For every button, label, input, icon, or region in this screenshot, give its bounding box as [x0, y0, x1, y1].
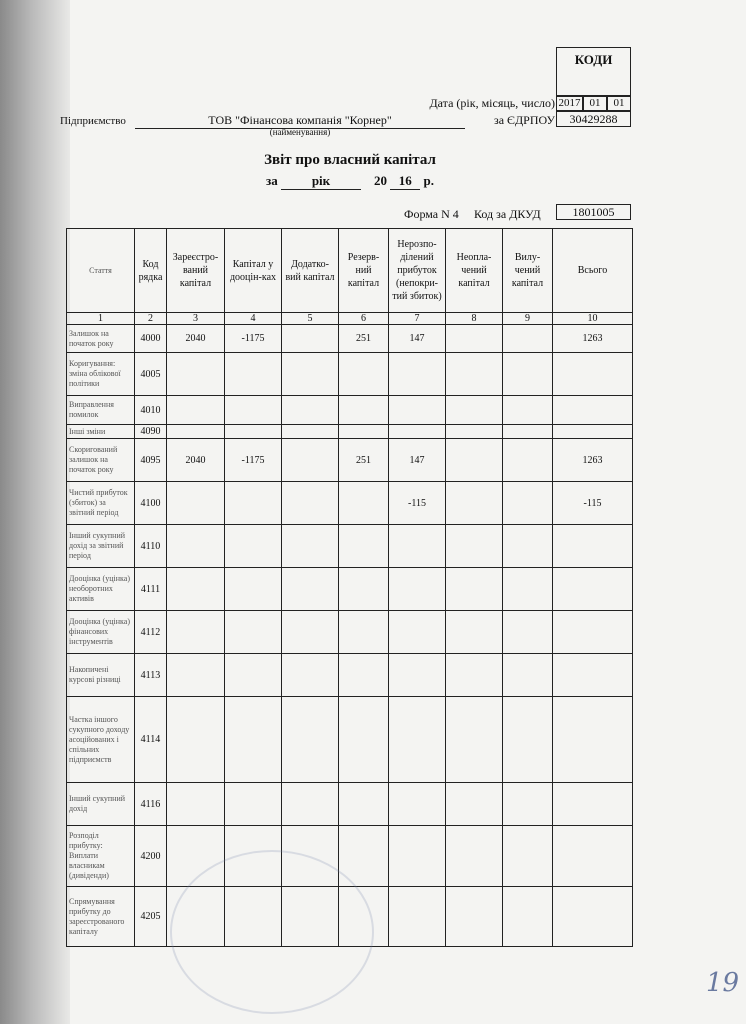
column-header: Вилу-чений капітал [503, 229, 553, 313]
table-row [67, 353, 633, 396]
value-cell [446, 783, 503, 826]
column-header: Неопла-чений капітал [446, 229, 503, 313]
value-cell [339, 396, 389, 425]
row-code-cell: 4205 [135, 887, 167, 947]
table-row [67, 396, 633, 425]
row-name-cell: Залишок на початок року [67, 325, 135, 353]
column-header: Нерозпо-ділений прибуток (непокри-тий збиток) [389, 229, 446, 313]
form-label: Форма N 4 [404, 207, 459, 221]
row-name-cell: Частка іншого сукупного доходу асоційованих і спільних підприємств [67, 697, 135, 783]
value-cell [282, 396, 339, 425]
column-number: 7 [389, 313, 446, 325]
row-name-cell: Дооцінка (уцінка) фінансових інструментів [67, 611, 135, 654]
value-cell [553, 887, 633, 947]
value-cell: -115 [389, 482, 446, 525]
value-cell [225, 611, 282, 654]
value-cell [389, 783, 446, 826]
value-cell [225, 697, 282, 783]
value-cell [503, 425, 553, 439]
value-cell [446, 482, 503, 525]
value-cell [553, 826, 633, 887]
value-cell [225, 396, 282, 425]
value-cell [446, 887, 503, 947]
value-cell [225, 783, 282, 826]
report-title: Звіт про власний капітал [264, 152, 436, 168]
value-cell [167, 568, 225, 611]
value-cell [503, 654, 553, 697]
row-name-cell: Розподіл прибутку: Виплати власникам (дивіденди) [67, 826, 135, 887]
value-cell [446, 396, 503, 425]
value-cell [225, 353, 282, 396]
value-cell [553, 697, 633, 783]
table-row [67, 439, 633, 482]
table-row [67, 325, 633, 353]
value-cell: -115 [553, 482, 633, 525]
value-cell [225, 568, 282, 611]
value-cell [167, 611, 225, 654]
value-cell [167, 697, 225, 783]
column-number: 5 [282, 313, 339, 325]
row-name-cell: Накопичені курсові різниці [67, 654, 135, 697]
table-row [67, 697, 633, 783]
column-number: 3 [167, 313, 225, 325]
row-code-cell: 4110 [135, 525, 167, 568]
value-cell [503, 482, 553, 525]
value-cell [553, 654, 633, 697]
value-cell [503, 325, 553, 353]
row-name-cell: Інший сукупний дохід [67, 783, 135, 826]
value-cell: -1175 [225, 439, 282, 482]
column-header: Код рядка [135, 229, 167, 313]
value-cell [389, 396, 446, 425]
value-cell: 251 [339, 325, 389, 353]
value-cell [167, 353, 225, 396]
value-cell [503, 697, 553, 783]
row-name-cell: Інший сукупний дохід за звітний період [67, 525, 135, 568]
table-row [67, 611, 633, 654]
value-cell [225, 525, 282, 568]
page-binding-shadow [0, 0, 70, 1024]
value-cell [503, 887, 553, 947]
value-cell [282, 325, 339, 353]
value-cell [503, 396, 553, 425]
column-number-row [67, 313, 633, 325]
value-cell [389, 826, 446, 887]
column-header: Зареєстро-ваний капітал [167, 229, 225, 313]
column-number: 6 [339, 313, 389, 325]
value-cell [446, 654, 503, 697]
value-cell [339, 525, 389, 568]
year-prefix: 20 [374, 173, 387, 188]
value-cell [446, 525, 503, 568]
codes-title: КОДИ [574, 52, 613, 67]
row-code-cell: 4100 [135, 482, 167, 525]
value-cell [446, 353, 503, 396]
page-number-handwritten: 19 [706, 968, 740, 998]
row-code-cell: 4114 [135, 697, 167, 783]
value-cell [389, 525, 446, 568]
column-number: 10 [553, 313, 633, 325]
value-cell [553, 425, 633, 439]
value-cell [389, 697, 446, 783]
row-name-cell: Виправлення помилок [67, 396, 135, 425]
row-code-cell: 4116 [135, 783, 167, 826]
value-cell [167, 396, 225, 425]
value-cell: 147 [389, 439, 446, 482]
dkud-value: 1801005 [556, 204, 631, 220]
column-number: 4 [225, 313, 282, 325]
value-cell [282, 425, 339, 439]
table-row [67, 826, 633, 887]
value-cell [389, 425, 446, 439]
row-name-cell: Спрямування прибутку до зареєстрованого капіталу [67, 887, 135, 947]
value-cell [339, 568, 389, 611]
value-cell [503, 783, 553, 826]
value-cell [282, 654, 339, 697]
value-cell [282, 568, 339, 611]
value-cell [282, 439, 339, 482]
table-row [67, 525, 633, 568]
column-header: Всього [553, 229, 633, 313]
value-cell [167, 783, 225, 826]
table-row [67, 783, 633, 826]
column-header: Додатко-вий капітал [282, 229, 339, 313]
value-cell [503, 611, 553, 654]
value-cell [446, 439, 503, 482]
row-code-cell: 4113 [135, 654, 167, 697]
row-code-cell: 4112 [135, 611, 167, 654]
row-name-cell: Чистий прибуток (збиток) за звітний період [67, 482, 135, 525]
table-row [67, 568, 633, 611]
value-cell: 2040 [167, 325, 225, 353]
value-cell: 1263 [553, 439, 633, 482]
value-cell [282, 697, 339, 783]
value-cell [282, 783, 339, 826]
value-cell [553, 353, 633, 396]
row-code-cell: 4090 [135, 425, 167, 439]
row-code-cell: 4005 [135, 353, 167, 396]
value-cell [339, 353, 389, 396]
stamp-mark [170, 850, 374, 1014]
value-cell [446, 826, 503, 887]
column-number: 8 [446, 313, 503, 325]
column-number: 9 [503, 313, 553, 325]
edrpou-label: за ЄДРПОУ [493, 113, 555, 127]
row-code-cell: 4095 [135, 439, 167, 482]
value-cell [389, 611, 446, 654]
period-prefix: за [266, 173, 278, 188]
value-cell [503, 826, 553, 887]
value-cell [553, 783, 633, 826]
row-name-cell: Коригування: зміна облікової політики [67, 353, 135, 396]
column-header: Капітал у дооцін-ках [225, 229, 282, 313]
value-cell: 147 [389, 325, 446, 353]
report-period [70, 173, 630, 190]
row-code-cell: 4000 [135, 325, 167, 353]
value-cell [503, 525, 553, 568]
value-cell [339, 611, 389, 654]
table-row [67, 482, 633, 525]
dkud-label: Код за ДКУД [474, 207, 541, 221]
value-cell [282, 525, 339, 568]
row-name-cell: Дооцінка (уцінка) необоротних активів [67, 568, 135, 611]
column-number: 1 [67, 313, 135, 325]
date-month: 01 [583, 96, 607, 111]
value-cell: 251 [339, 439, 389, 482]
edrpou-value: 30429288 [556, 111, 631, 127]
period-word: рік [281, 173, 361, 190]
value-cell: 2040 [167, 439, 225, 482]
value-cell [446, 611, 503, 654]
value-cell [339, 654, 389, 697]
org-label: Підприємство [60, 115, 126, 127]
value-cell [282, 611, 339, 654]
value-cell [389, 654, 446, 697]
value-cell [503, 353, 553, 396]
table-row [67, 425, 633, 439]
value-cell [167, 654, 225, 697]
value-cell [503, 568, 553, 611]
value-cell [225, 654, 282, 697]
org-sublabel: (найменування) [269, 127, 331, 137]
value-cell [339, 425, 389, 439]
date-year: 2017 [556, 96, 583, 111]
value-cell [339, 697, 389, 783]
value-cell [282, 353, 339, 396]
value-cell [446, 325, 503, 353]
value-cell [446, 697, 503, 783]
value-cell [553, 611, 633, 654]
row-name-cell: Інші зміни [67, 425, 135, 439]
value-cell [339, 482, 389, 525]
table-row [67, 654, 633, 697]
date-label: Дата (рік, місяць, число) [429, 96, 555, 110]
value-cell [389, 353, 446, 396]
value-cell [389, 568, 446, 611]
row-code-cell: 4200 [135, 826, 167, 887]
value-cell [167, 425, 225, 439]
value-cell [503, 439, 553, 482]
equity-statement-table [66, 228, 633, 947]
org-name: ТОВ "Фінансова компанія "Корнер" [135, 113, 465, 129]
value-cell [225, 482, 282, 525]
value-cell [553, 525, 633, 568]
value-cell [389, 887, 446, 947]
value-cell: -1175 [225, 325, 282, 353]
value-cell [339, 783, 389, 826]
value-cell [282, 482, 339, 525]
value-cell [446, 568, 503, 611]
value-cell [167, 525, 225, 568]
year-suffix: 16 [390, 173, 420, 190]
column-header: Стаття [67, 229, 135, 313]
table-header-row [67, 229, 633, 313]
row-code-cell: 4111 [135, 568, 167, 611]
period-suffix: р. [423, 173, 434, 188]
date-cells [556, 96, 631, 111]
row-name-cell: Скоригований залишок на початок року [67, 439, 135, 482]
value-cell: 1263 [553, 325, 633, 353]
table-body [67, 325, 633, 947]
date-day: 01 [607, 96, 631, 111]
value-cell [553, 568, 633, 611]
column-header: Резерв-ний капітал [339, 229, 389, 313]
value-cell [225, 425, 282, 439]
value-cell [167, 482, 225, 525]
value-cell [446, 425, 503, 439]
column-number: 2 [135, 313, 167, 325]
row-code-cell: 4010 [135, 396, 167, 425]
value-cell [553, 396, 633, 425]
